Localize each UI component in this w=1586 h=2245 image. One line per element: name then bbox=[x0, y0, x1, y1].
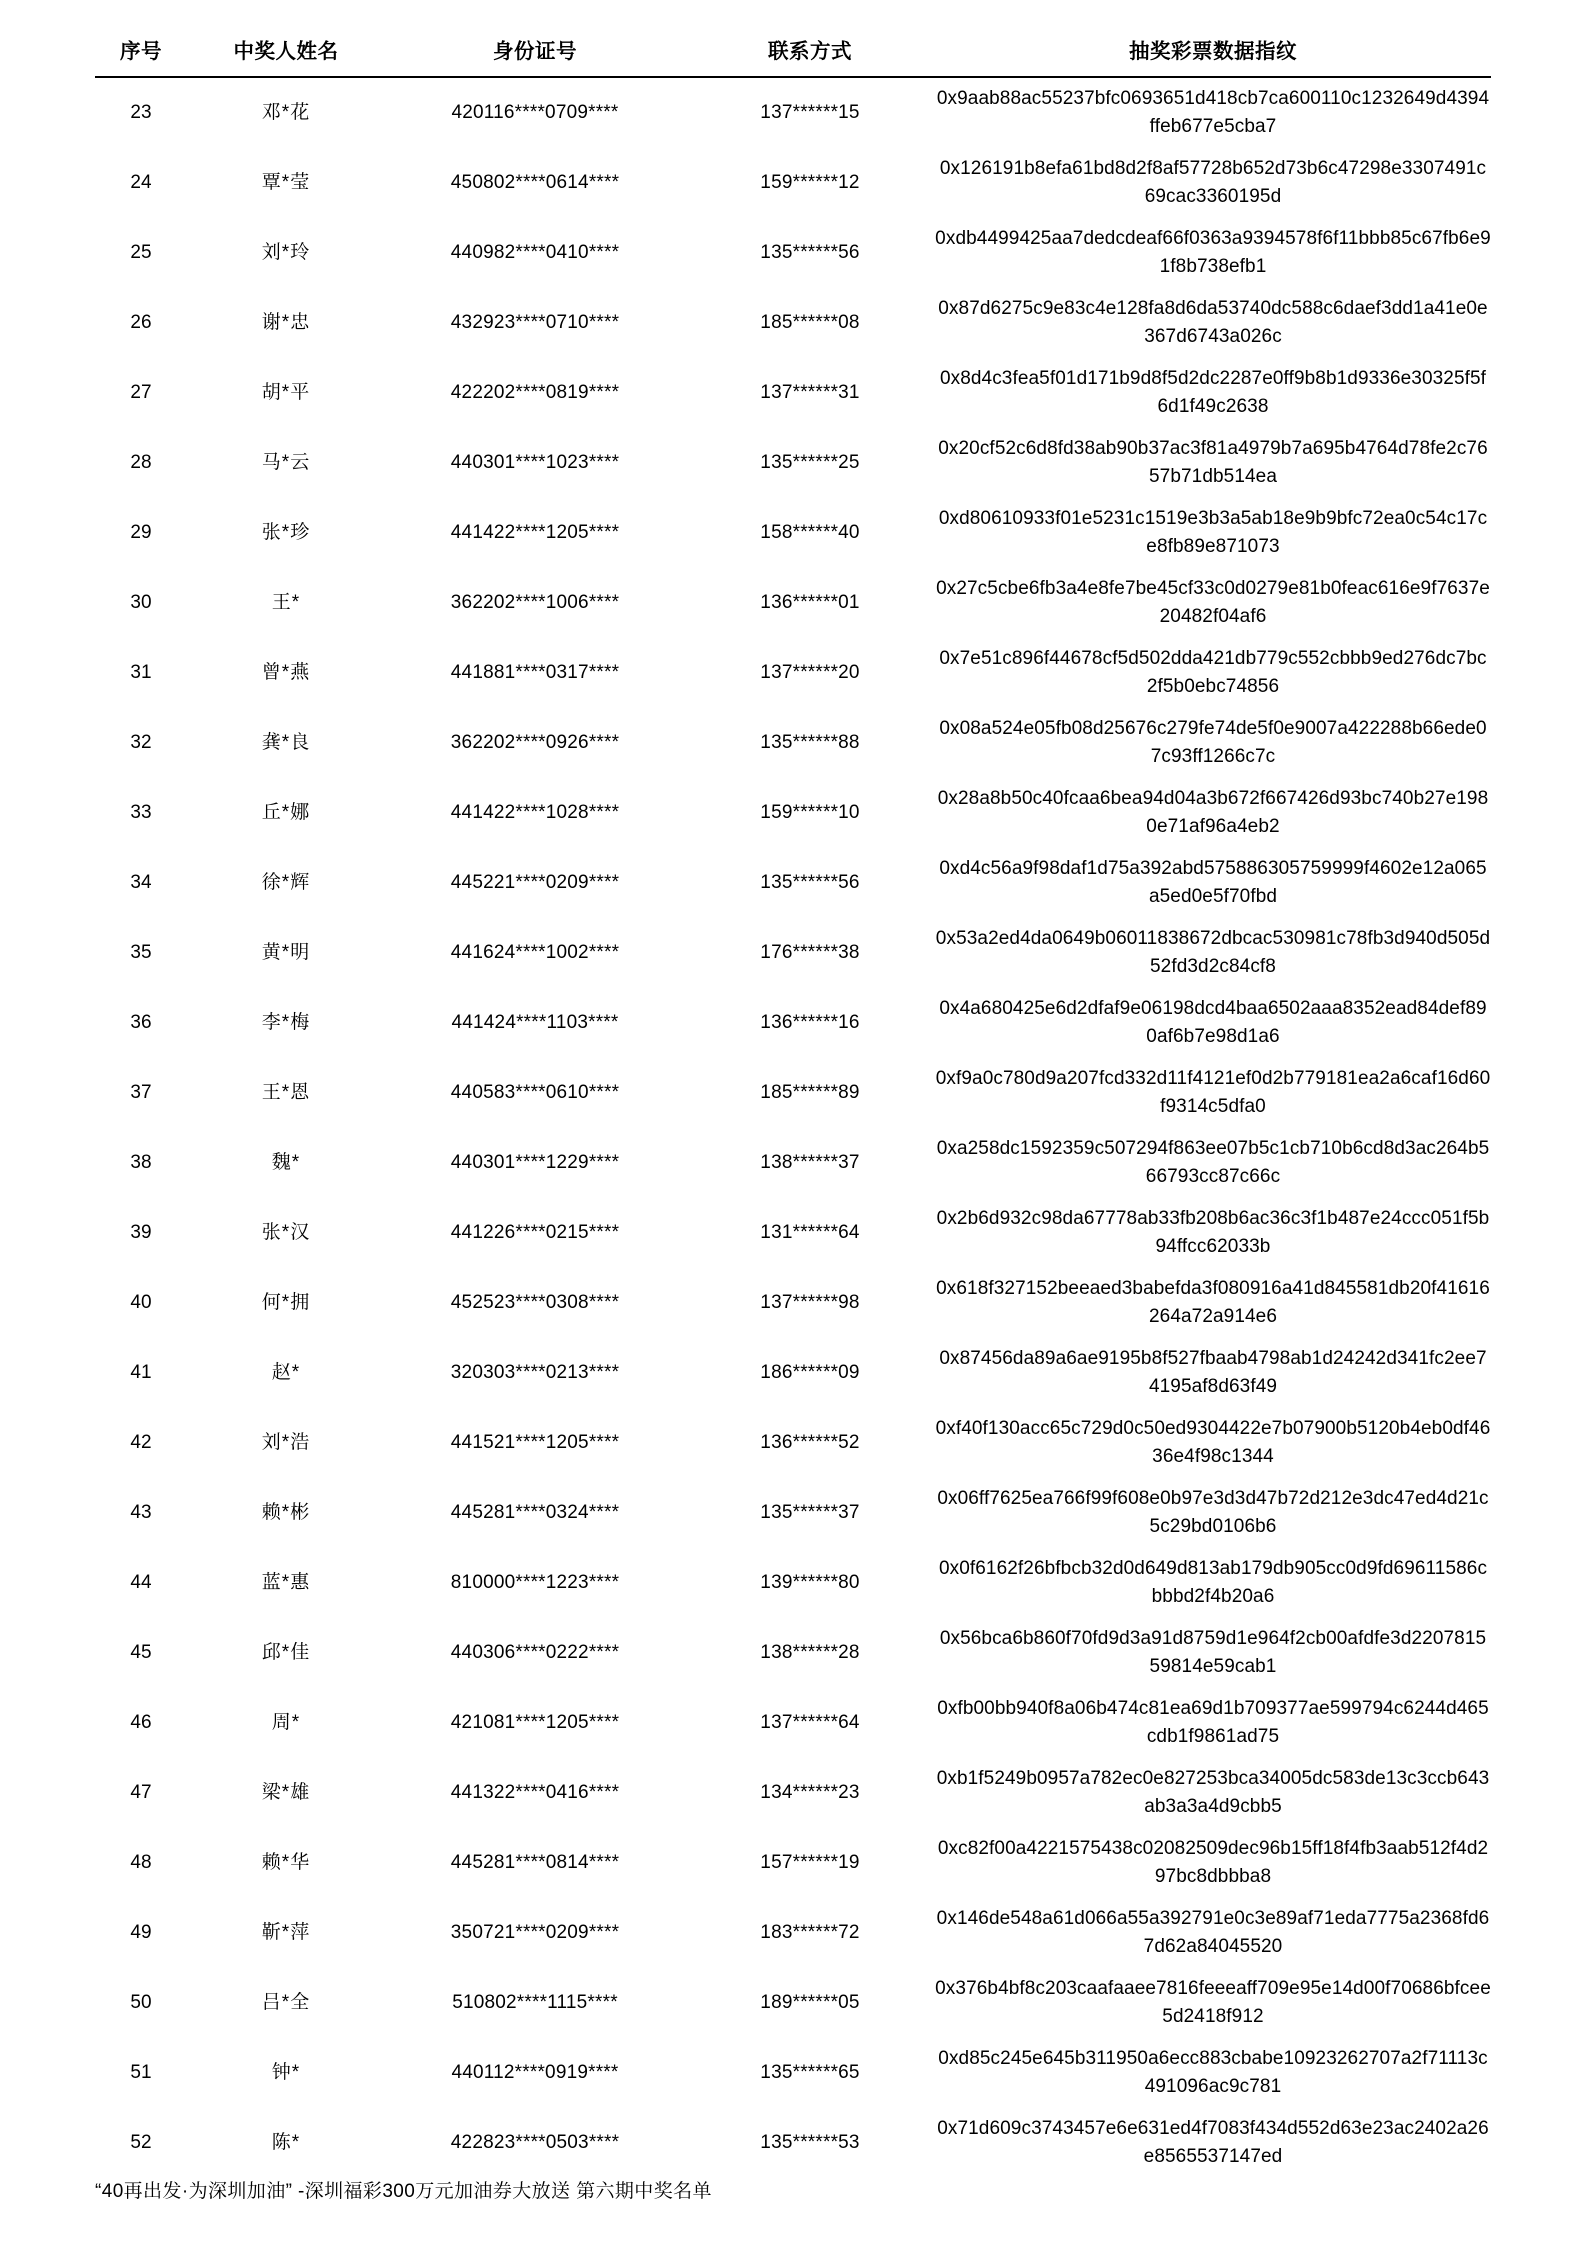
footer-caption: “40再出发·为深圳加油” -深圳福彩300万元加油券大放送 第六期中奖名单 bbox=[95, 2181, 712, 2202]
cell-winner-name: 张*珍 bbox=[261, 522, 311, 544]
cell-contact: 135******56 bbox=[760, 242, 860, 264]
cell-winner-name: 马*云 bbox=[261, 452, 311, 474]
table-row bbox=[95, 1128, 1491, 1198]
cell-index: 35 bbox=[130, 942, 152, 964]
cell-id-number: 320303****0213**** bbox=[450, 1362, 620, 1384]
cell-id-number: 420116****0709**** bbox=[451, 102, 619, 124]
hash-text: 0x4a680425e6d2dfaf9e06198dcd4baa6502aaa8352ead84def890af6b7e98d1a6 bbox=[939, 998, 1487, 1047]
cell-index: 49 bbox=[130, 1922, 152, 1944]
cell-index: 38 bbox=[130, 1152, 152, 1174]
cell-contact: 189******05 bbox=[760, 1992, 860, 2014]
winners-table bbox=[95, 28, 1491, 2178]
cell-winner-name: 胡*平 bbox=[261, 382, 311, 404]
cell-contact: 135******25 bbox=[760, 452, 860, 474]
cell-contact: 186******09 bbox=[760, 1362, 860, 1384]
table-row bbox=[95, 638, 1491, 708]
hash-text: 0xc82f00a4221575438c02082509dec96b15ff18f4fb3aab512f4d297bc8dbbba8 bbox=[937, 1838, 1489, 1887]
cell-index: 52 bbox=[130, 2132, 152, 2154]
cell-id-number: 441422****1028**** bbox=[450, 802, 620, 824]
cell-contact: 176******38 bbox=[760, 942, 860, 964]
cell-id-number: 440301****1023**** bbox=[450, 452, 620, 474]
cell-index: 23 bbox=[130, 102, 152, 124]
cell-id-number: 422823****0503**** bbox=[450, 2132, 620, 2154]
cell-index: 43 bbox=[130, 1502, 152, 1524]
cell-index: 32 bbox=[130, 732, 152, 754]
cell-hash bbox=[935, 358, 1491, 428]
cell-hash bbox=[935, 1268, 1491, 1338]
cell-winner-name: 蓝*惠 bbox=[261, 1572, 311, 1594]
hash-text: 0xb1f5249b0957a782ec0e827253bca34005dc583de13c3ccb643ab3a3a4d9cbb5 bbox=[936, 1768, 1490, 1817]
cell-hash bbox=[935, 2038, 1491, 2108]
cell-hash bbox=[935, 708, 1491, 778]
cell-contact: 137******20 bbox=[760, 662, 860, 684]
cell-id-number: 362202****0926**** bbox=[450, 732, 620, 754]
cell-winner-name: 陈* bbox=[271, 2132, 301, 2154]
cell-hash bbox=[935, 1478, 1491, 1548]
cell-index: 40 bbox=[130, 1292, 152, 1314]
cell-contact: 136******16 bbox=[760, 1012, 860, 1034]
table-row bbox=[95, 1198, 1491, 1268]
table-row bbox=[95, 218, 1491, 288]
cell-winner-name: 魏* bbox=[271, 1152, 301, 1174]
cell-winner-name: 赖*彬 bbox=[261, 1502, 311, 1524]
cell-index: 41 bbox=[130, 1362, 152, 1384]
table-row bbox=[95, 708, 1491, 778]
cell-id-number: 445281****0324**** bbox=[450, 1502, 620, 1524]
cell-index: 45 bbox=[130, 1642, 152, 1664]
column-header-contact: 联系方式 bbox=[685, 28, 935, 77]
table-row bbox=[95, 1408, 1491, 1478]
hash-text: 0x8d4c3fea5f01d171b9d8f5d2dc2287e0ff9b8b1d9336e30325f5f6d1f49c2638 bbox=[939, 368, 1487, 417]
cell-id-number: 441226****0215**** bbox=[450, 1222, 620, 1244]
hash-text: 0xfb00bb940f8a06b474c81ea69d1b709377ae599794c6244d465cdb1f9861ad75 bbox=[937, 1698, 1489, 1747]
table-header bbox=[95, 28, 1491, 77]
hash-text: 0xf9a0c780d9a207fcd332d11f4121ef0d2b779181ea2a6caf16d60f9314c5dfa0 bbox=[935, 1068, 1491, 1117]
hash-text: 0x146de548a61d066a55a392791e0c3e89af71eda7775a2368fd67d62a84045520 bbox=[936, 1908, 1490, 1957]
hash-text: 0x53a2ed4da0649b06011838672dbcac530981c78fb3d940d505d52fd3d2c84cf8 bbox=[935, 928, 1491, 977]
cell-index: 24 bbox=[130, 172, 152, 194]
hash-text: 0xd4c56a9f98daf1d75a392abd575886305759999f4602e12a065a5ed0e5f70fbd bbox=[939, 858, 1487, 907]
cell-index: 37 bbox=[130, 1082, 152, 1104]
cell-contact: 159******10 bbox=[760, 802, 860, 824]
cell-hash bbox=[935, 988, 1491, 1058]
cell-hash bbox=[935, 1688, 1491, 1758]
hash-text: 0x376b4bf8c203caafaaee7816feeeaff709e95e14d00f70686bfcee5d2418f912 bbox=[935, 1978, 1491, 2027]
cell-contact: 136******52 bbox=[760, 1432, 860, 1454]
table-row bbox=[95, 1058, 1491, 1128]
cell-index: 44 bbox=[130, 1572, 152, 1594]
cell-index: 29 bbox=[130, 522, 152, 544]
column-header-id-number: 身份证号 bbox=[385, 28, 685, 77]
cell-index: 42 bbox=[130, 1432, 152, 1454]
hash-text: 0x20cf52c6d8fd38ab90b37ac3f81a4979b7a695b4764d78fe2c7657b71db514ea bbox=[938, 438, 1488, 487]
cell-contact: 139******80 bbox=[760, 1572, 860, 1594]
cell-hash bbox=[935, 1058, 1491, 1128]
cell-contact: 135******53 bbox=[760, 2132, 860, 2154]
cell-hash bbox=[935, 1198, 1491, 1268]
cell-contact: 136******01 bbox=[760, 592, 860, 614]
cell-id-number: 422202****0819**** bbox=[450, 382, 620, 404]
cell-contact: 134******23 bbox=[760, 1782, 860, 1804]
hash-text: 0x87456da89a6ae9195b8f527fbaab4798ab1d24242d341fc2ee74195af8d63f49 bbox=[939, 1348, 1487, 1397]
cell-id-number: 452523****0308**** bbox=[450, 1292, 620, 1314]
cell-winner-name: 周* bbox=[271, 1712, 301, 1734]
cell-contact: 183******72 bbox=[760, 1922, 860, 1944]
cell-contact: 158******40 bbox=[760, 522, 860, 544]
cell-hash bbox=[935, 288, 1491, 358]
cell-contact: 138******37 bbox=[760, 1152, 860, 1174]
table-row bbox=[95, 1478, 1491, 1548]
cell-contact: 135******37 bbox=[760, 1502, 860, 1524]
cell-index: 39 bbox=[130, 1222, 152, 1244]
cell-winner-name: 赵* bbox=[271, 1362, 301, 1384]
table-row bbox=[95, 77, 1491, 148]
cell-hash bbox=[935, 1128, 1491, 1198]
cell-id-number: 440301****1229**** bbox=[450, 1152, 620, 1174]
cell-winner-name: 覃*莹 bbox=[261, 172, 311, 194]
table-row bbox=[95, 148, 1491, 218]
hash-text: 0x71d609c3743457e6e631ed4f7083f434d552d63e23ac2402a26e8565537147ed bbox=[937, 2118, 1489, 2167]
cell-index: 31 bbox=[130, 662, 152, 684]
cell-id-number: 440112****0919**** bbox=[451, 2062, 619, 2084]
cell-hash bbox=[935, 498, 1491, 568]
cell-contact: 135******65 bbox=[760, 2062, 860, 2084]
cell-id-number: 440306****0222**** bbox=[450, 1642, 620, 1664]
cell-winner-name: 张*汉 bbox=[261, 1222, 311, 1244]
table-row bbox=[95, 1898, 1491, 1968]
cell-index: 25 bbox=[130, 242, 152, 264]
cell-id-number: 350721****0209**** bbox=[450, 1922, 620, 1944]
cell-index: 51 bbox=[130, 2062, 152, 2084]
cell-index: 27 bbox=[130, 382, 152, 404]
cell-hash bbox=[935, 1828, 1491, 1898]
cell-id-number: 362202****1006**** bbox=[450, 592, 620, 614]
cell-contact: 138******28 bbox=[760, 1642, 860, 1664]
table-row bbox=[95, 358, 1491, 428]
cell-index: 28 bbox=[130, 452, 152, 474]
table-row bbox=[95, 918, 1491, 988]
cell-winner-name: 王*恩 bbox=[261, 1082, 311, 1104]
cell-contact: 137******15 bbox=[760, 102, 860, 124]
cell-id-number: 810000****1223**** bbox=[450, 1572, 620, 1594]
cell-id-number: 441422****1205**** bbox=[450, 522, 620, 544]
hash-text: 0x87d6275c9e83c4e128fa8d6da53740dc588c6daef3dd1a41e0e367d6743a026c bbox=[938, 298, 1488, 347]
cell-contact: 135******56 bbox=[760, 872, 860, 894]
table-row bbox=[95, 1758, 1491, 1828]
cell-index: 47 bbox=[130, 1782, 152, 1804]
cell-contact: 137******31 bbox=[760, 382, 860, 404]
hash-text: 0x27c5cbe6fb3a4e8fe7be45cf33c0d0279e81b0feac616e9f7637e20482f04af6 bbox=[936, 578, 1490, 627]
table-row bbox=[95, 2038, 1491, 2108]
cell-winner-name: 吕*全 bbox=[261, 1992, 311, 2014]
cell-hash bbox=[935, 1758, 1491, 1828]
cell-index: 34 bbox=[130, 872, 152, 894]
cell-winner-name: 钟* bbox=[271, 2062, 301, 2084]
cell-winner-name: 黄*明 bbox=[261, 942, 311, 964]
hash-text: 0x56bca6b860f70fd9d3a91d8759d1e964f2cb00afdfe3d220781559814e59cab1 bbox=[939, 1628, 1487, 1677]
cell-hash bbox=[935, 218, 1491, 288]
cell-hash bbox=[935, 848, 1491, 918]
hash-text: 0x06ff7625ea766f99f608e0b97e3d3d47b72d212e3dc47ed4d21c5c29bd0106b6 bbox=[937, 1488, 1489, 1537]
cell-winner-name: 何*拥 bbox=[261, 1292, 311, 1314]
hash-text: 0xa258dc1592359c507294f863ee07b5c1cb710b6cd8d3ac264b566793cc87c66c bbox=[936, 1138, 1490, 1187]
table-row bbox=[95, 1968, 1491, 2038]
table-row bbox=[95, 988, 1491, 1058]
cell-winner-name: 赖*华 bbox=[261, 1852, 311, 1874]
cell-hash bbox=[935, 1968, 1491, 2038]
cell-hash bbox=[935, 1338, 1491, 1408]
cell-winner-name: 靳*萍 bbox=[261, 1922, 311, 1944]
cell-winner-name: 刘*玲 bbox=[261, 242, 311, 264]
column-header-index: 序号 bbox=[95, 28, 187, 77]
cell-id-number: 450802****0614**** bbox=[450, 172, 620, 194]
table-row bbox=[95, 778, 1491, 848]
cell-contact: 157******19 bbox=[760, 1852, 860, 1874]
cell-winner-name: 李*梅 bbox=[261, 1012, 311, 1034]
cell-contact: 131******64 bbox=[760, 1222, 860, 1244]
table-row bbox=[95, 498, 1491, 568]
cell-hash bbox=[935, 428, 1491, 498]
hash-text: 0x28a8b50c40fcaa6bea94d04a3b672f667426d93bc740b27e1980e71af96a4eb2 bbox=[937, 788, 1489, 837]
cell-contact: 159******12 bbox=[760, 172, 860, 194]
cell-id-number: 441322****0416**** bbox=[450, 1782, 620, 1804]
table-row bbox=[95, 1338, 1491, 1408]
cell-hash bbox=[935, 1618, 1491, 1688]
cell-id-number: 432923****0710**** bbox=[450, 312, 620, 334]
table-row bbox=[95, 1688, 1491, 1758]
cell-index: 33 bbox=[130, 802, 152, 824]
cell-index: 50 bbox=[130, 1992, 152, 2014]
cell-id-number: 441521****1205**** bbox=[450, 1432, 620, 1454]
hash-text: 0xd85c245e645b311950a6ecc883cbabe10923262707a2f71113c491096ac9c781 bbox=[938, 2048, 1488, 2097]
cell-winner-name: 王* bbox=[271, 592, 301, 614]
cell-hash bbox=[935, 568, 1491, 638]
cell-hash bbox=[935, 77, 1491, 148]
cell-id-number: 440982****0410**** bbox=[450, 242, 620, 264]
hash-text: 0x126191b8efa61bd8d2f8af57728b652d73b6c47298e3307491c69cac3360195d bbox=[939, 158, 1487, 207]
hash-text: 0x08a524e05fb08d25676c279fe74de5f0e9007a422288b66ede07c93ff1266c7c bbox=[939, 718, 1487, 767]
cell-contact: 185******08 bbox=[760, 312, 860, 334]
cell-winner-name: 梁*雄 bbox=[261, 1782, 311, 1804]
cell-hash bbox=[935, 2108, 1491, 2178]
table-row bbox=[95, 1548, 1491, 1618]
hash-text: 0x618f327152beeaed3babefda3f080916a41d845581db20f41616264a72a914e6 bbox=[936, 1278, 1490, 1327]
cell-id-number: 510802****1115**** bbox=[452, 1992, 618, 2014]
cell-winner-name: 徐*辉 bbox=[261, 872, 311, 894]
cell-contact: 185******89 bbox=[760, 1082, 860, 1104]
cell-contact: 137******98 bbox=[760, 1292, 860, 1314]
table-row bbox=[95, 1828, 1491, 1898]
cell-index: 46 bbox=[130, 1712, 152, 1734]
cell-hash bbox=[935, 918, 1491, 988]
hash-text: 0x2b6d932c98da67778ab33fb208b6ac36c3f1b487e24ccc051f5b94ffcc62033b bbox=[936, 1208, 1490, 1257]
hash-text: 0xf40f130acc65c729d0c50ed9304422e7b07900b5120b4eb0df4636e4f98c1344 bbox=[935, 1418, 1491, 1467]
cell-winner-name: 刘*浩 bbox=[261, 1432, 311, 1454]
table-row bbox=[95, 1618, 1491, 1688]
hash-text: 0x7e51c896f44678cf5d502dda421db779c552cbbb9ed276dc7bc2f5b0ebc74856 bbox=[939, 648, 1487, 697]
hash-text: 0x0f6162f26bfbcb32d0d649d813ab179db905cc0d9fd69611586cbbbd2f4b20a6 bbox=[938, 1558, 1488, 1607]
cell-index: 30 bbox=[130, 592, 152, 614]
cell-contact: 135******88 bbox=[760, 732, 860, 754]
cell-hash bbox=[935, 778, 1491, 848]
column-header-name: 中奖人姓名 bbox=[187, 28, 385, 77]
table-row bbox=[95, 568, 1491, 638]
cell-winner-name: 丘*娜 bbox=[261, 802, 311, 824]
table-row bbox=[95, 428, 1491, 498]
cell-id-number: 441881****0317**** bbox=[450, 662, 620, 684]
cell-id-number: 440583****0610**** bbox=[450, 1082, 620, 1104]
cell-hash bbox=[935, 1408, 1491, 1478]
hash-text: 0x9aab88ac55237bfc0693651d418cb7ca600110c1232649d4394ffeb677e5cba7 bbox=[936, 88, 1490, 137]
cell-hash bbox=[935, 148, 1491, 218]
hash-text: 0xdb4499425aa7dedcdeaf66f0363a9394578f6f11bbb85c67fb6e91f8b738efb1 bbox=[935, 228, 1491, 277]
hash-text: 0xd80610933f01e5231c1519e3b3a5ab18e9b9bfc72ea0c54c17ce8fb89e871073 bbox=[938, 508, 1488, 557]
cell-hash bbox=[935, 1548, 1491, 1618]
cell-index: 48 bbox=[130, 1852, 152, 1874]
cell-winner-name: 曾*燕 bbox=[261, 662, 311, 684]
cell-winner-name: 谢*忠 bbox=[261, 312, 311, 334]
cell-winner-name: 龚*良 bbox=[261, 732, 311, 754]
cell-index: 26 bbox=[130, 312, 152, 334]
cell-hash bbox=[935, 638, 1491, 708]
cell-winner-name: 邓*花 bbox=[261, 102, 311, 124]
table-body bbox=[95, 77, 1491, 2178]
table-header-row bbox=[95, 28, 1491, 77]
cell-id-number: 445281****0814**** bbox=[450, 1852, 620, 1874]
table-row bbox=[95, 288, 1491, 358]
table-row bbox=[95, 848, 1491, 918]
cell-id-number: 421081****1205**** bbox=[450, 1712, 620, 1734]
cell-id-number: 441424****1103**** bbox=[451, 1012, 619, 1034]
cell-hash bbox=[935, 1898, 1491, 1968]
cell-id-number: 441624****1002**** bbox=[450, 942, 620, 964]
column-header-hash: 抽奖彩票数据指纹 bbox=[935, 28, 1491, 77]
cell-winner-name: 邱*佳 bbox=[261, 1642, 311, 1664]
table-row bbox=[95, 1268, 1491, 1338]
table-row bbox=[95, 2108, 1491, 2178]
cell-id-number: 445221****0209**** bbox=[450, 872, 620, 894]
cell-index: 36 bbox=[130, 1012, 152, 1034]
cell-contact: 137******64 bbox=[760, 1712, 860, 1734]
